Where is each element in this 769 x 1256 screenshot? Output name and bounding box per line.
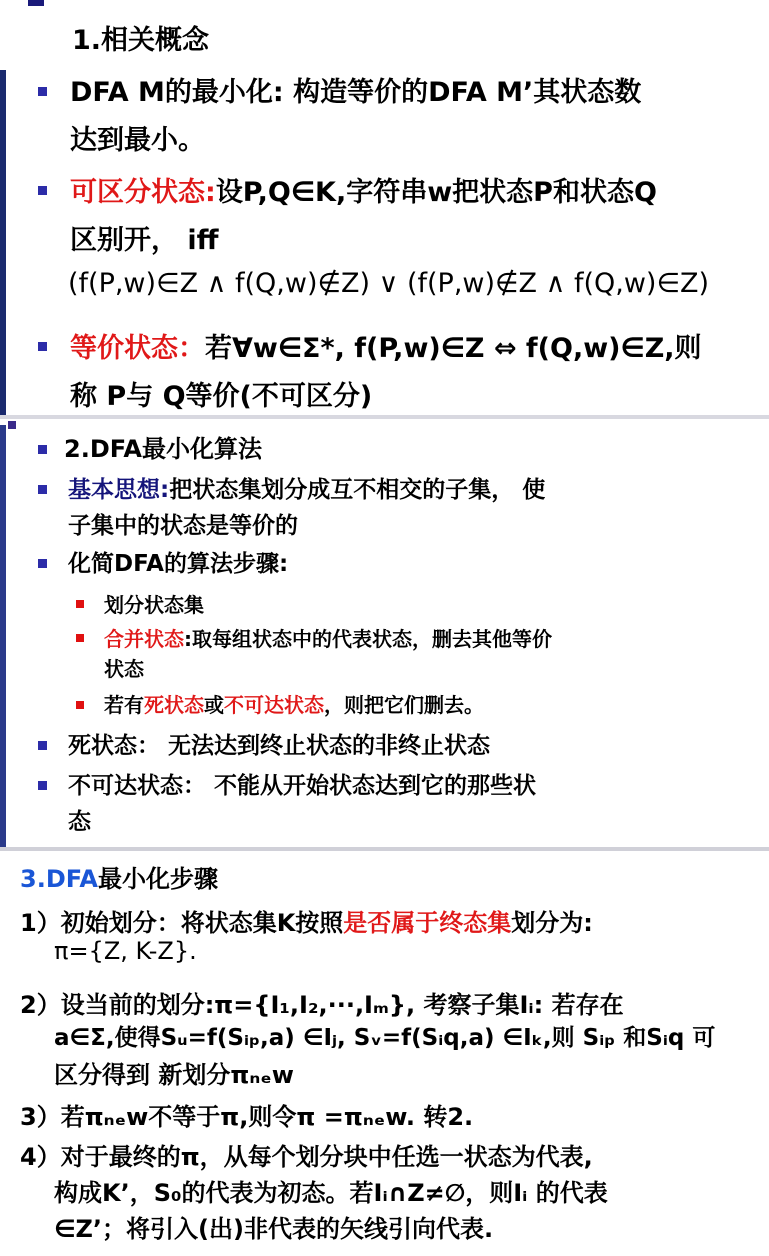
term-dead-state: 死状态: [144, 693, 204, 717]
bullet-dfa-minimization: DFA M的最小化: 构造等价的DFA M’其状态数: [70, 77, 642, 108]
bullet-square: [38, 485, 47, 494]
term-equivalent: 等价状态：: [70, 333, 205, 364]
bullet-square: [38, 559, 47, 568]
section-heading: 1.相关概念: [72, 25, 210, 56]
bullet-dead-state: 死状态： 无法达到终止状态的非终止状态: [68, 733, 491, 759]
step-text-continued: π={Z, K-Z}.: [54, 937, 197, 965]
step-1-initial-partition: [20, 903, 593, 938]
bullet-square: [38, 741, 47, 750]
step-text-continued: a∈Σ,使得Sᵤ=f(Sᵢₚ,a) ∈Iⱼ, Sᵥ=f(Sᵢq,a) ∈Iₖ,则 Sᵢₚ 和Sᵢq 可: [54, 1025, 716, 1051]
term-merge-states: 合并状态: [104, 627, 184, 651]
bullet-square: [38, 781, 47, 790]
slide-minimization-steps: [0, 847, 769, 1256]
step-text-continued: 区分得到 新划分πₙₑw: [54, 1061, 294, 1089]
term-basic-idea: 基本思想:: [68, 477, 170, 503]
step-text-continued: 状态: [104, 657, 144, 681]
bullet-square: [38, 87, 47, 96]
definition-text: 若∀w∈Σ*, f(P,w)∈Z ⇔ f(Q,w)∈Z,则: [205, 333, 702, 364]
bullet-text-continued: 子集中的状态是等价的: [68, 513, 298, 539]
bullet-text-continued: 称 P与 Q等价(不可区分): [70, 381, 373, 412]
step-text-continued: 构成K’，S₀的代表为初态。若Iᵢ∩Z≠∅，则Iᵢ 的代表: [54, 1179, 608, 1207]
text-fragment: 或: [204, 693, 224, 717]
slide-decoration: [28, 0, 44, 6]
bullet-distinguishable-states: [70, 170, 657, 209]
bullet-basic-idea: [68, 471, 545, 504]
section-heading: 2.DFA最小化算法: [64, 435, 262, 463]
step-remove-states: [104, 689, 484, 718]
definition-text: :取每组状态中的代表状态，删去其他等价: [184, 627, 552, 651]
bullet-equivalent-states: [70, 326, 702, 365]
iff-formula: (f(P,w)∈Z ∧ f(Q,w)∉Z) ∨ (f(P,w)∉Z ∧ f(Q,w)∈Z): [68, 268, 709, 299]
bullet-square: [38, 445, 47, 454]
term-distinguishable: 可区分状态:: [70, 177, 216, 208]
text-fragment: 划分为:: [511, 909, 593, 937]
step-partition-states: 划分状态集: [104, 593, 204, 617]
bullet-algorithm-steps: 化简DFA的算法步骤:: [68, 551, 289, 577]
slide-related-concepts: [0, 0, 769, 415]
slide-decoration: [8, 421, 16, 429]
definition-text: 设P,Q∈K,字符串w把状态P和状态Q: [215, 177, 657, 208]
heading-text: 最小化步骤: [97, 865, 218, 893]
bullet-text-continued: 达到最小。: [70, 125, 205, 156]
bullet-square: [38, 342, 47, 351]
slide-edge: [0, 425, 6, 847]
sub-bullet-square: [76, 600, 84, 608]
sub-bullet-square: [76, 634, 84, 642]
slide-edge: [0, 70, 6, 415]
text-fragment: 若有: [104, 693, 144, 717]
bullet-unreachable-state: 不可达状态： 不能从开始状态达到它的那些状: [68, 773, 537, 799]
text-fragment: 1）初始划分：将状态集K按照: [20, 909, 344, 937]
step-text-continued: ∈Z’；将引入(出)非代表的矢线引向代表.: [54, 1215, 494, 1243]
term-final-state-set: 是否属于终态集: [343, 909, 512, 937]
slide-minimization-algorithm: [0, 415, 769, 847]
slide-separator: [0, 847, 769, 851]
term-unreachable-state: 不可达状态: [224, 693, 324, 717]
text-fragment: ，则把它们删去。: [324, 693, 484, 717]
step-merge-states: [104, 623, 552, 652]
slide-separator: [0, 415, 769, 419]
step-3-repeat: 3）若πₙₑw不等于π,则令π =πₙₑw. 转2.: [20, 1103, 474, 1131]
heading-dfa: 3.DFA: [20, 865, 98, 893]
sub-bullet-square: [76, 701, 84, 709]
definition-text: 把状态集划分成互不相交的子集， 使: [169, 477, 546, 503]
step-2-refine-partition: 2）设当前的划分:π={I₁,I₂,···,Iₘ}, 考察子集Iᵢ: 若存在: [20, 991, 624, 1019]
section-heading: [20, 859, 218, 894]
bullet-text-continued: 区别开， iff: [70, 225, 219, 256]
step-4-representatives: 4）对于最终的π，从每个划分块中任选一状态为代表,: [20, 1143, 593, 1171]
bullet-square: [38, 186, 47, 195]
bullet-text-continued: 态: [68, 809, 91, 835]
